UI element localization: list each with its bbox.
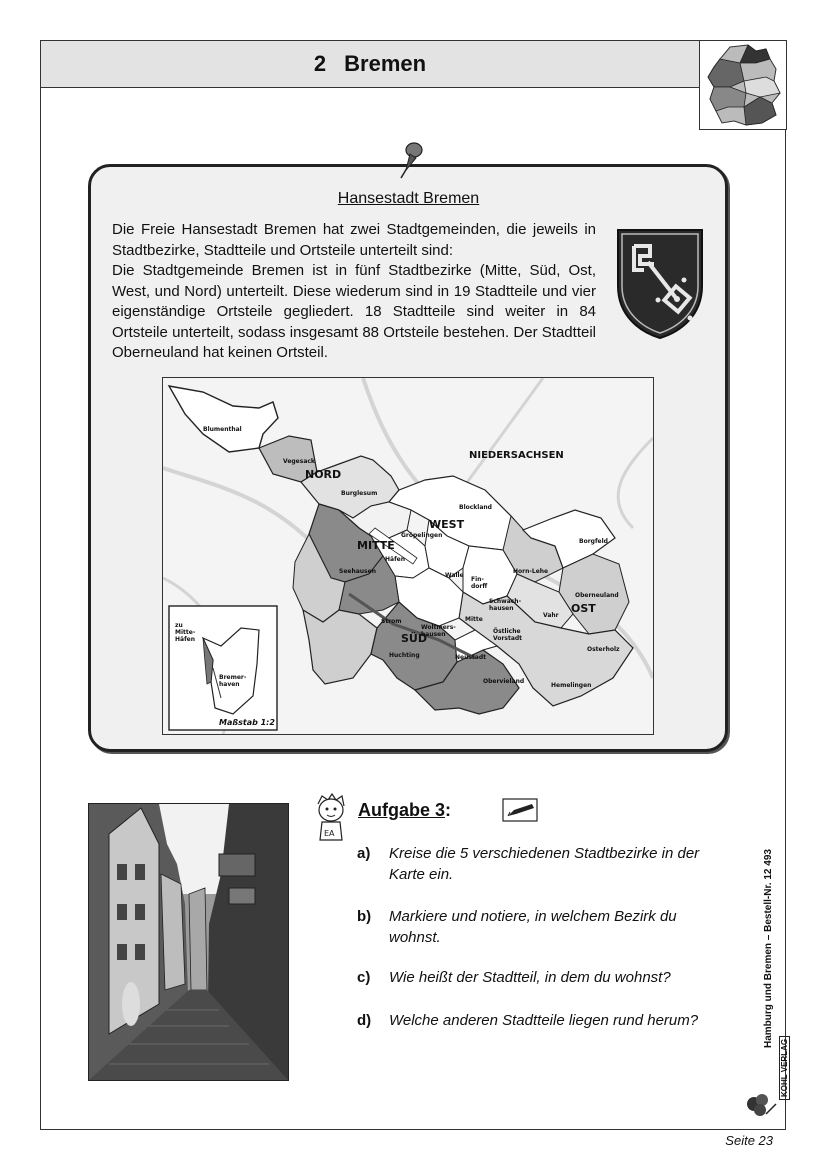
district-map (162, 377, 654, 735)
quarter-label: Woltmers- hausen (421, 624, 456, 638)
task-letter: a) (357, 845, 371, 862)
task-item-d (357, 1010, 717, 1052)
quarter-label: Oberneuland (575, 592, 619, 599)
chapter-number: 2 (313, 51, 327, 76)
task-title (358, 800, 451, 821)
task-item-c (357, 967, 717, 989)
quarter-label: Vegesack (283, 458, 315, 465)
task-letter: c) (357, 969, 371, 986)
task-question: Welche anderen Stadtteile liegen rund herum? (389, 1012, 699, 1029)
bremen-key-crest-icon (614, 226, 706, 340)
student-icon (310, 792, 350, 844)
district-label-sued: SÜD (401, 632, 427, 645)
task-item-a (357, 843, 717, 885)
district-label-ost: OST (571, 602, 596, 615)
svg-text:EA: EA (324, 829, 335, 838)
street-photo (88, 803, 289, 1081)
quarter-label: Fin- dorff (471, 576, 488, 590)
task-letter: d) (357, 1012, 372, 1029)
label-niedersachsen: NIEDERSACHSEN (469, 450, 564, 461)
quarter-label: Mitte (465, 616, 483, 623)
quarter-label: Obervieland (483, 678, 525, 685)
info-paragraph-1: Die Freie Hansestadt Bremen hat zwei Stadtgemeinden, die jeweils in Stadtbezirke, Stadtteile und Ortsteile unterteilt sind: (112, 221, 596, 259)
quarter-label: Seehausen (339, 568, 376, 575)
task-title-text: Aufgabe 3 (358, 800, 446, 820)
district-label-mitte: MITTE (357, 539, 395, 552)
chapter-title: Bremen (344, 51, 427, 76)
quarter-label: Osterholz (587, 646, 620, 653)
inset-label-harbour: zu Mitte- Häfen (175, 622, 196, 643)
info-title: Hansestadt Bremen (337, 190, 480, 207)
page-title (40, 40, 700, 88)
order-number: Hamburg und Bremen – Bestell-Nr. 12 493 (763, 849, 774, 1048)
quarter-label: Huchting (389, 652, 420, 659)
quarter-label: Neustadt (455, 654, 487, 661)
task-question: Wie heißt der Stadtteil, in dem du wohnst? (389, 969, 671, 986)
quarter-label: Walle (445, 572, 464, 579)
publisher-name: KOHL VERLAG (779, 1036, 790, 1100)
district-label-west: WEST (429, 518, 465, 531)
task-item-b (357, 906, 717, 948)
quarter-label: Schwach- hausen (489, 598, 522, 612)
info-paragraph-2: Die Stadtgemeinde Bremen ist in fünf Stadtbezirke (Mitte, Süd, Ost, West, und Nord) unterteilt. Diese wiederum sind in 19 Stadtteile und vier eigenständige Ortsteile gegliedert. 18 Stadtteile sind weiter in 84 Ortsteile unterteilt, sodass insgesamt 88 Ortsteile bestehen. Der Stadtteil Oberneuland hat keinen Ortsteil. (112, 262, 596, 361)
quarter-label: Östliche Vorstadt (493, 628, 523, 642)
task-question: Kreise die 5 verschiedenen Stadtbezirke in der Karte ein. (389, 845, 700, 883)
germany-map-icon (699, 40, 787, 130)
quarter-label: Häfen (385, 556, 406, 563)
task-question: Markiere und notiere, in welchem Bezirk du wohnst. (389, 908, 677, 946)
page-number: Seite 23 (725, 1133, 773, 1148)
quarter-label: Blockland (459, 504, 492, 511)
quarter-label: Borgfeld (579, 538, 608, 545)
quarter-label: Burglesum (341, 490, 378, 497)
task-title-colon: : (445, 800, 452, 820)
pushpin-icon (396, 140, 428, 180)
quarter-label: Strom (381, 618, 402, 625)
info-text (112, 220, 596, 364)
quarter-label: Horn-Lehe (513, 568, 549, 575)
quarter-label: Gröpelingen (401, 532, 443, 539)
task-letter: b) (357, 908, 372, 925)
quarter-label: Hemelingen (551, 682, 592, 689)
publisher-logo-icon (742, 1090, 778, 1120)
pen-icon (502, 798, 538, 822)
quarter-label: Blumenthal (203, 426, 242, 433)
district-label-nord: NORD (305, 468, 342, 481)
quarter-label: Vahr (543, 612, 559, 619)
inset-label-bremerhaven: Bremer- haven (219, 674, 247, 688)
inset-scale: Maßstab 1:2 (219, 718, 275, 727)
